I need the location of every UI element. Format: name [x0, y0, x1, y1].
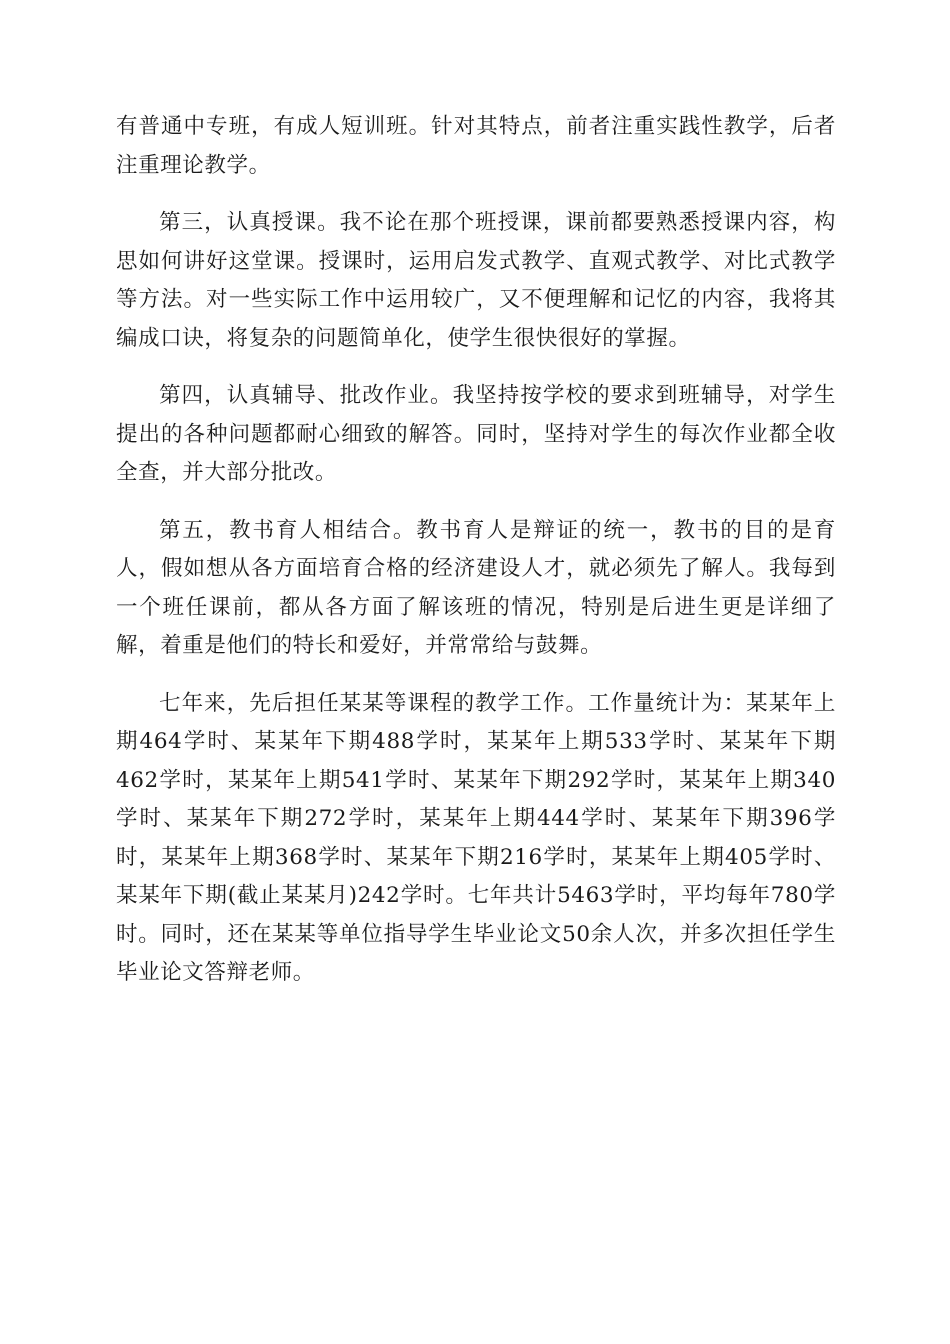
paragraph-continued: 有普通中专班，有成人短训班。针对其特点，前者注重实践性教学，后者注重理论教学。 — [116, 114, 836, 178]
document-body — [116, 108, 836, 1012]
paragraph-education: 第五，教书育人相结合。教书育人是辩证的统一，教书的目的是育人，假如想从各方面培育合格的经济建设人才，就必须先了解人。我每到一个班任课前，都从各方面了解该班的情况，特别是后进生更是详细了解，着重是他们的特长和爱好，并常常给与鼓舞。 — [116, 517, 836, 658]
paragraph-tutoring: 第四，认真辅导、批改作业。我坚持按学校的要求到班辅导，对学生提出的各种问题都耐心细致的解答。同时，坚持对学生的每次作业都全收全查，并大部分批改。 — [116, 383, 836, 485]
paragraph-teaching: 第三，认真授课。我不论在那个班授课，课前都要熟悉授课内容，构思如何讲好这堂课。授课时，运用启发式教学、直观式教学、对比式教学等方法。对一些实际工作中运用较广，又不便理解和记忆的内容，我将其编成口诀，将复杂的问题简单化，使学生很快很好的掌握。 — [116, 210, 836, 351]
paragraph-workload: 七年来，先后担任某某等课程的教学工作。工作量统计为：某某年上期464学时、某某年下期488学时，某某年上期533学时、某某年下期462学时，某某年上期541学时、某某年下期292学时，某某年上期340学时、某某年下期272学时，某某年上期444学时、某某年下期396学时，某某年上期368学时、某某年下期216学时，某某年上期405学时、某某年下期(截止某某月)242学时。七年共计5463学时，平均每年780学时。同时，还在某某等单位指导学生毕业论文50余人次，并多次担任学生毕业论文答辩老师。 — [116, 690, 836, 985]
